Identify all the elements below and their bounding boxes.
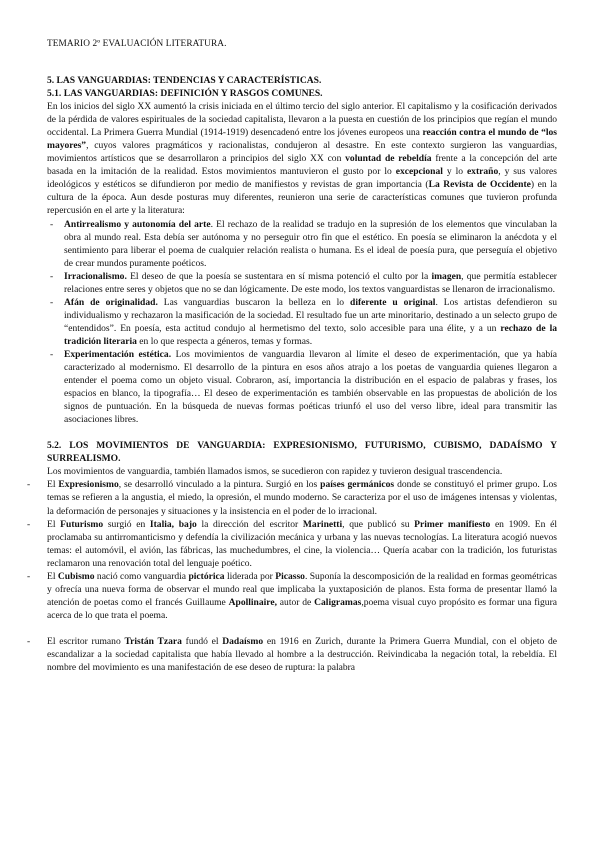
list-item-expresionismo: - El Expresionismo, se desarrolló vinculado a la pintura. Surgió en los países germánicos donde se constituyó el primer grupo. Los temas se refieren a la angustia, el miedo, la opresión, el mundo moderno. Se caracteriza por el uso de imágenes intensas y violentas, la deformación de personajes y situaciones y la insistencia en el poder de lo irracional.	[27, 479, 558, 517]
dash-bullet: -	[27, 570, 31, 582]
dash-bullet: -	[50, 348, 54, 360]
dash-bullet: -	[27, 518, 31, 530]
dash-bullet: -	[27, 479, 31, 491]
movements-list	[0, 478, 557, 674]
list-item: - Antirrealismo y autonomía del arte. El rechazo de la realidad se tradujo en la supresión de los elementos que vinculaban la obra al mundo real. Esta debía ser autónoma y no perseguir otro fin que el estético. En poesía se eliminaron la anécdota y el sentimiento para liberar el poema de cualquier relación realista o humana. Es el ideal de poesía pura, que perseguía el objetivo de crear mundos puramente poéticos.	[50, 218, 557, 269]
section-5-1-title: 5.1. LAS VANGUARDIAS: DEFINICIÓN Y RASGOS COMUNES.	[47, 88, 323, 100]
dash-bullet: -	[27, 635, 31, 647]
document-header: TEMARIO 2º EVALUACIÓN LITERATURA.	[47, 39, 227, 49]
list-item: - Experimentación estética. Los movimientos de vanguardia llevaron al límite el deseo de experimentación, que ya había caracterizado al modernismo. El desarrollo de la pintura en esos años atrajo a los poetas de vanguardia quienes llegaron a entender el poema como un objeto visual. Cobraron, así, importancia la distribución en el espacio de palabras y frases, los espacios en blanco, la tipografía… El deseo de experimentación es también observable en las propuestas de abolición de los signos de puntuación. En la búsqueda de nuevas formas poéticas triunfó el uso del verso libre, ideal para transmitir las asociaciones libres.	[50, 348, 557, 426]
section-5-1-intro: En los inicios del siglo XX aumentó la crisis iniciada en el último tercio del siglo anterior. El capitalismo y la cosificación derivados de la pérdida de valores espirituales de la sociedad capitalista, llevaron a la puesta en cuestión de los principios que regían el mundo occidental. La Primera Guerra Mundial (1914-1919) desencadenó entre los jóvenes europeos una reacción contra el mundo de “los mayores”, cuyos valores pragmáticos y racionalistas, condujeron al desastre. En este contexto surgieron las vanguardias, movimientos artísticos que se desarrollaron a principios del siglo XX con voluntad de rebeldía frente a la concepción del arte basada en la imitación de la realidad. Estos movimientos mantuvieron el gusto por lo excepcional y lo extraño, y sus valores ideológicos y estéticos se difundieron por medio de manifiestos y revistas de gran importancia (La Revista de Occidente) en la cultura de la época. Aun desde posturas muy diferentes, reunieron una serie de características comunes que tuvieron profunda repercusión en el arte y la literatura:	[47, 101, 557, 217]
dash-bullet: -	[50, 270, 54, 282]
section-5-2-intro: Los movimientos de vanguardia, también llamados ismos, se sucedieron con rapidez y tuvieron desigual trascendencia.	[47, 466, 503, 478]
section-5-2-title: 5.2. LOS MOVIMIENTOS DE VANGUARDIA: EXPRESIONISMO, FUTURISMO, CUBISMO, DADAÍSMO Y SURREALISMO.	[47, 440, 557, 465]
dash-bullet: -	[50, 218, 54, 230]
document-body	[27, 74, 558, 674]
list-item: - Afán de originalidad. Las vanguardias buscaron la belleza en lo diferente u original. Los artistas defendieron su individualismo y rechazaron la masificación de la sociedad. El resultado fue un arte minoritario, destinado a un selecto grupo de “entendidos”. En poesía, esta actitud condujo al hermetismo del texto, solo accesible para una élite, y a un rechazo de la tradición literaria en lo que respecta a géneros, temas y formas.	[50, 296, 557, 347]
list-item-futurismo: - El Futurismo surgió en Italia, bajo la dirección del escritor Marinetti, que publicó su Primer manifiesto en 1909. En él proclamaba su antirromanticismo y defendía la civilización mecánica y urbana y las nuevas tecnologías. La literatura acogió nuevos temas: el automóvil, el avión, las fábricas, las muchedumbres, el cine, la violencia… Quería acabar con la tradición, los futuristas reclamaron una renovación total del lenguaje poético.	[27, 518, 557, 569]
dash-bullet: -	[50, 296, 54, 308]
characteristics-list	[47, 218, 557, 427]
list-item-dadaismo: - El escritor rumano Tristán Tzara fundó el Dadaísmo en 1916 en Zurich, durante la Primera Guerra Mundial, con el objeto de escandalizar a la sociedad capitalista que había llevado al hombre a la destrucción. Reivindicaba la negación total, la rebeldía. El nombre del movimiento es una manifestación de ese deseo de ruptura: la palabra	[27, 635, 557, 674]
section-5-title: 5. LAS VANGUARDIAS: TENDENCIAS Y CARACTERÍSTICAS.	[47, 75, 322, 86]
list-item: - Irracionalismo. El deseo de que la poesía se sustentara en sí misma potenció el culto por la imagen, que permitía establecer relaciones entre seres y objetos que no se dan lógicamente. De este modo, los textos vanguardistas se llenaron de irracionalismo.	[50, 270, 557, 295]
list-item-cubismo: - El Cubismo nació como vanguardia pictórica liderada por Picasso. Suponía la descomposición de la realidad en formas geométricas y ofrecía una nueva forma de observar el mundo real que implicaba la yuxtaposición de planos. Esta forma de presentar llamó la atención de poetas como el francés Guillaume Apollinaire, autor de Caligramas,poema visual cuyo propósito es formar una figura acerca de lo que trata el poema.	[27, 570, 558, 621]
